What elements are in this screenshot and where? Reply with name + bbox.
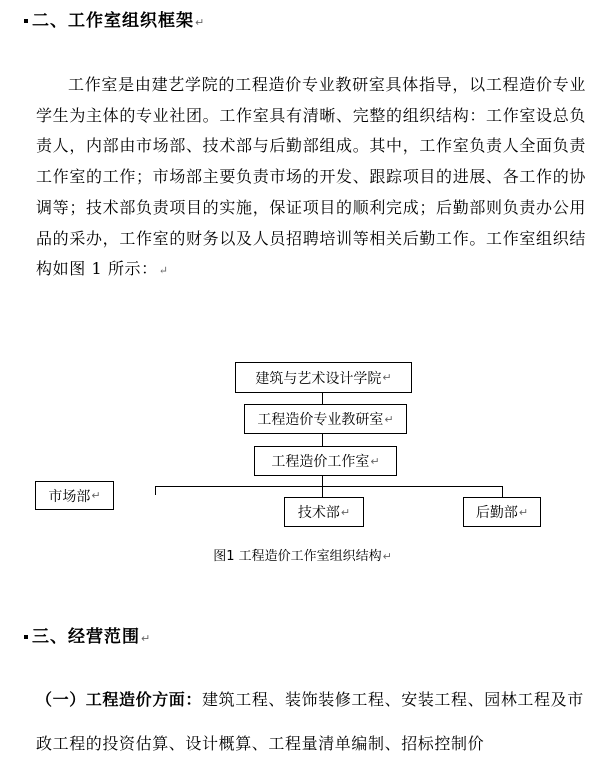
org-node-teaching-office [244, 404, 407, 434]
section-heading-3-text: 三、经营范围 [32, 627, 140, 647]
figure-caption-text: 图1 工程造价工作室组织结构 [213, 549, 382, 564]
org-node-market-dept-label: 市场部 [48, 488, 91, 505]
org-node-studio-label: 工程造价工作室 [271, 454, 370, 470]
paragraph-mark-icon: ↵ [370, 454, 380, 468]
org-node-market-dept [35, 481, 114, 510]
paragraph-mark-icon: ↵ [158, 264, 169, 278]
org-node-college [235, 362, 412, 393]
connector-line [155, 486, 502, 487]
paragraph-mark-icon: ↵ [384, 412, 394, 426]
section-heading-2-text: 二、工作室组织框架 [32, 11, 194, 31]
connector-line [155, 486, 156, 495]
bullet-icon [24, 19, 28, 23]
paragraph-mark-icon: ↵ [382, 550, 392, 563]
org-node-logistics-dept-label: 后勤部 [475, 505, 518, 521]
section-3-item-1-text: 建筑工程、装饰装修工程、安装工程、园林工程及市政工程的投资估算、设计概算、工程量清单编制、招标控制价 [36, 690, 584, 753]
section-heading-2 [24, 6, 205, 31]
org-node-logistics-dept [463, 497, 541, 527]
section-heading-3 [24, 622, 151, 647]
section-3-item-1 [36, 678, 591, 766]
paragraph-mark-icon: ↵ [141, 632, 152, 645]
section-3-item-1-lead: （一）工程造价方面： [36, 690, 203, 709]
paragraph-mark-icon: ↵ [195, 16, 206, 29]
connector-line [322, 433, 323, 447]
org-node-tech-dept [284, 497, 364, 527]
section-2-paragraph-text: 工作室是由建艺学院的工程造价专业教研室具体指导，以工程造价专业学生为主体的专业社团。工作室具有清晰、完整的组织结构：工作室设总负责人，内部由市场部、技术部与后勤部组成。其中，工作室负责人全面负责工作室的工作；市场部主要负责市场的开发、跟踪项目的进展、各工作的协调等；技术部负责项目的实施，保证项目的顺利完成；后勤部则负责办公用品的采办，工作室的财务以及人员招聘培训等相关后勤工作。工作室组织结构如图 1 所示： [36, 75, 586, 279]
org-node-studio [254, 446, 397, 476]
paragraph-mark-icon: ↵ [340, 505, 351, 519]
paragraph-mark-icon: ↵ [518, 505, 529, 519]
bullet-icon [24, 635, 28, 639]
paragraph-mark-icon: ↵ [91, 489, 101, 502]
org-node-college-label: 建筑与艺术设计学院 [255, 370, 382, 387]
figure-caption [0, 545, 605, 564]
connector-line [322, 392, 323, 404]
paragraph-mark-icon: ↵ [382, 371, 392, 384]
section-2-paragraph [36, 70, 586, 287]
org-node-teaching-office-label: 工程造价专业教研室 [257, 412, 384, 428]
org-node-tech-dept-label: 技术部 [297, 505, 340, 521]
